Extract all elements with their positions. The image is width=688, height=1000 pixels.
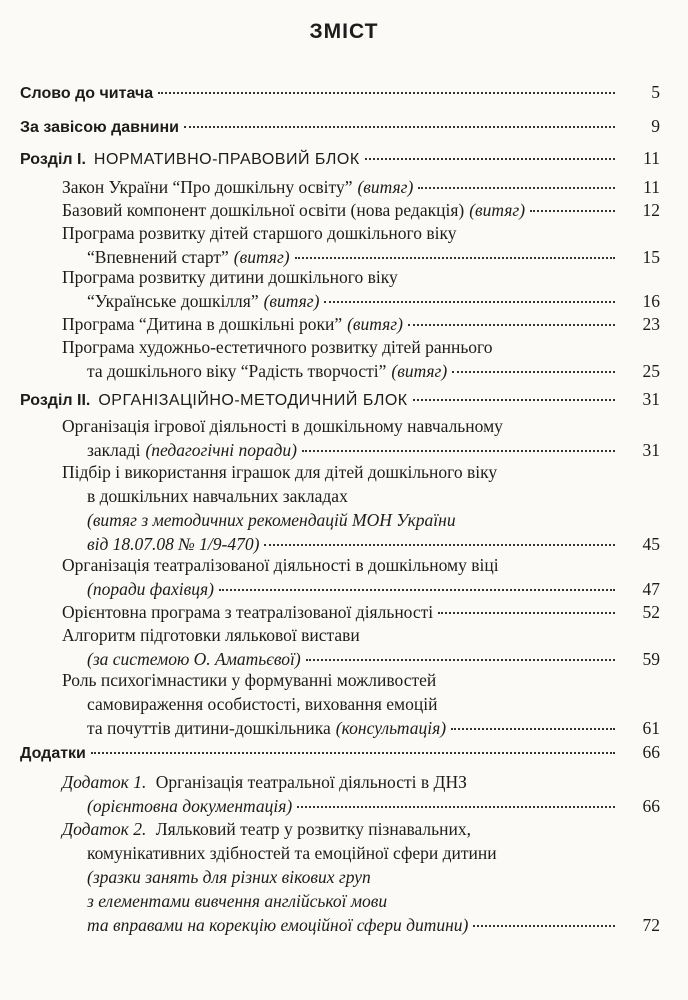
entry-line: з елементами вивчення англійської мови: [87, 891, 388, 911]
dot-leader: [413, 399, 615, 401]
dot-leader: [473, 925, 615, 927]
entry-note: (витяг): [263, 291, 320, 311]
entry-label: НОРМАТИВНО-ПРАВОВИЙ БЛОК: [93, 151, 360, 168]
page-number: 12: [642, 200, 660, 220]
entry-note: (витяг): [233, 247, 290, 267]
entry-label: та почуттів дитини-дошкільника: [87, 718, 331, 738]
page-number: 23: [642, 314, 660, 334]
entry-note: (педагогічні поради): [145, 440, 297, 460]
entry-line: Організація ігрової діяльності в дошкільному навчальному: [62, 416, 503, 436]
section-prefix: Розділ I.: [20, 151, 86, 168]
entry-note: (витяг): [347, 314, 403, 334]
page-number: 25: [642, 361, 660, 381]
entry-line: Організація театральної діяльності в ДНЗ: [155, 772, 467, 792]
entry-line: Програма розвитку дитини дошкільного віку: [62, 267, 398, 287]
dot-leader: [438, 612, 615, 614]
entry-label: Закон України “Про дошкільну освіту”: [62, 177, 353, 197]
dot-leader: [530, 210, 615, 212]
entry-label: Слово до читача: [20, 85, 154, 102]
entry-label: (орієнтовна документація): [87, 796, 293, 816]
appendix-prefix: Додаток 2.: [62, 819, 147, 839]
page-number: 11: [643, 177, 660, 197]
entry-line: Підбір і використання іграшок для дітей дошкільного віку: [62, 462, 498, 482]
page-title: ЗМІСТ: [309, 20, 379, 43]
page-number: 16: [642, 291, 660, 311]
page-number: 59: [642, 649, 660, 669]
page-number: 72: [642, 915, 660, 935]
entry-line: Програма розвитку дітей старшого дошкільного віку: [62, 223, 457, 243]
page-number: 31: [642, 389, 660, 409]
dot-leader: [324, 301, 615, 303]
entry-label: Програма “Дитина в дошкільні роки”: [62, 314, 343, 334]
entry-label: закладі: [87, 440, 141, 460]
entry-label: Базовий компонент дошкільної освіти (нова редакція): [62, 200, 465, 220]
page-number: 61: [642, 718, 660, 738]
entry-note: (консультація): [335, 718, 447, 738]
entry-label: “Впевнений старт”: [87, 247, 229, 267]
dot-leader: [302, 450, 615, 452]
page-number: 45: [642, 534, 660, 554]
page-number: 15: [642, 247, 660, 267]
entry-line: Алгоритм підготовки лялькової вистави: [62, 625, 360, 645]
entry-line: Роль психогімнастики у формуванні можливостей: [62, 670, 437, 690]
entry-label: Орієнтовна програма з театралізованої діяльності: [62, 602, 434, 622]
page-number: 66: [642, 742, 660, 762]
dot-leader: [408, 324, 615, 326]
entry-line: (витяг з методичних рекомендацій МОН України: [87, 510, 456, 530]
entry-label: За завісою давнини: [20, 119, 179, 136]
entry-note: (витяг): [391, 361, 448, 381]
entry-note: (витяг): [469, 200, 526, 220]
dot-leader: [418, 187, 615, 189]
entry-label: ОРГАНІЗАЦІЙНО-МЕТОДИЧНИЙ БЛОК: [98, 392, 408, 409]
entry-line: Організація театралізованої діяльності в дошкільному віці: [62, 555, 499, 575]
entry-line: Програма художньо-естетичного розвитку дітей раннього: [62, 337, 493, 357]
entry-line: самовираження особистості, виховання емоцій: [87, 694, 438, 714]
dot-leader: [264, 544, 615, 546]
dot-leader: [184, 126, 615, 128]
dot-leader: [219, 589, 615, 591]
dot-leader: [297, 806, 615, 808]
dot-leader: [451, 728, 615, 730]
dot-leader: [91, 752, 615, 754]
entry-label: (за системою О. Аматьєвої): [87, 649, 301, 669]
appendix-prefix: Додаток 1.: [62, 772, 147, 792]
entry-label: від 18.07.08 № 1/9-470): [87, 534, 260, 554]
entry-line: в дошкільних навчальних закладах: [87, 486, 348, 506]
entry-note: (витяг): [357, 177, 414, 197]
page-number: 5: [651, 82, 660, 102]
entry-label: та дошкільного віку “Радість творчості”: [87, 361, 387, 381]
page-number: 66: [642, 796, 660, 816]
page-number: 47: [642, 579, 660, 599]
dot-leader: [158, 92, 615, 94]
page-number: 52: [642, 602, 660, 622]
entry-line: (зразки занять для різних вікових груп: [87, 867, 371, 887]
entry-label: Додатки: [20, 745, 86, 762]
page-number: 11: [643, 148, 660, 168]
entry-label: та вправами на корекцію емоційної сфери дитини): [87, 915, 469, 935]
section-prefix: Розділ II.: [20, 392, 91, 409]
dot-leader: [452, 371, 615, 373]
page-number: 31: [642, 440, 660, 460]
dot-leader: [306, 659, 615, 661]
dot-leader: [295, 257, 615, 259]
entry-line: комунікативних здібностей та емоційної сфери дитини: [87, 843, 497, 863]
entry-line: Ляльковий театр у розвитку пізнавальних,: [155, 819, 472, 839]
entry-label: “Українське дошкілля”: [87, 291, 259, 311]
dot-leader: [365, 158, 615, 160]
page-number: 9: [651, 116, 660, 136]
entry-label: (поради фахівця): [87, 579, 214, 599]
